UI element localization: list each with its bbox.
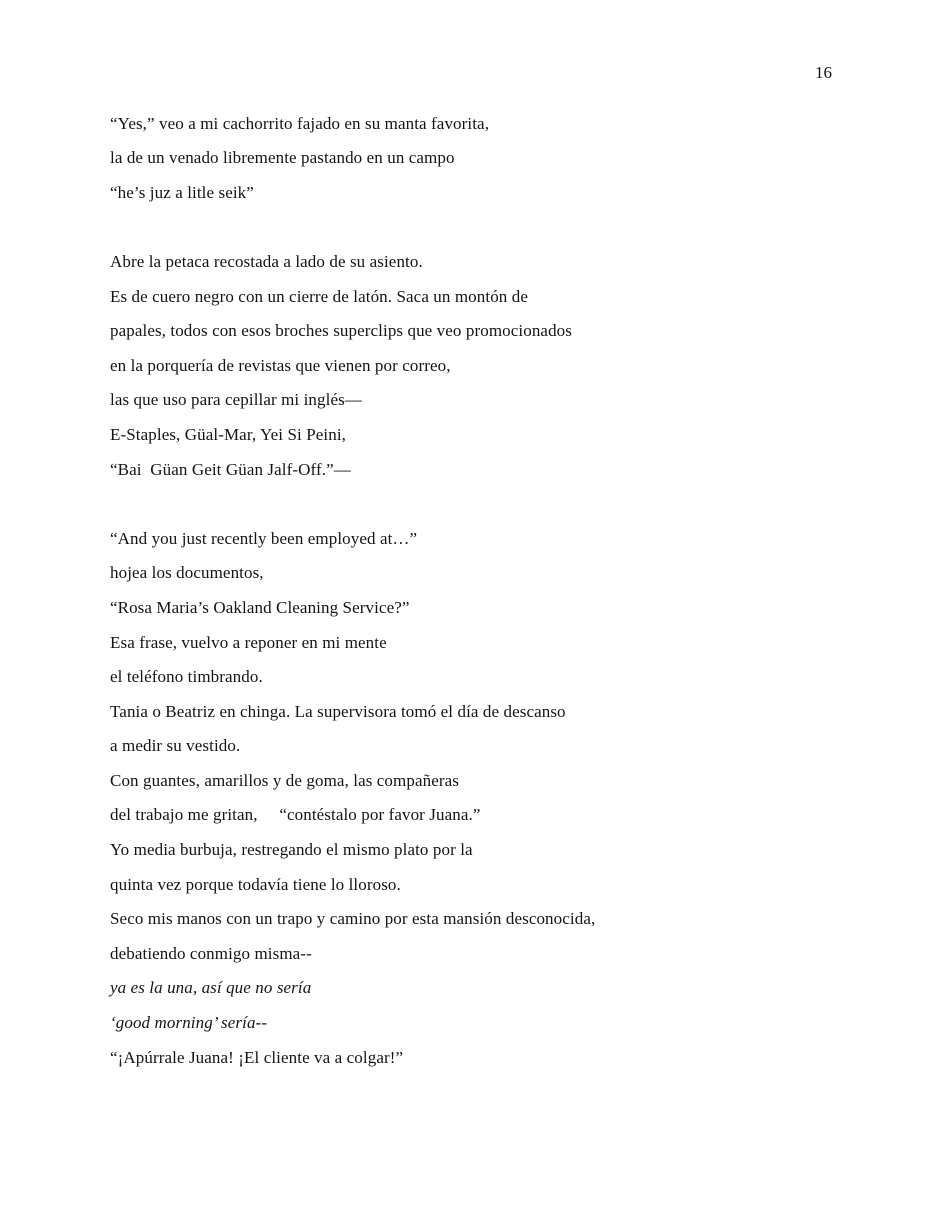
poem-line-italic: ya es la una, así que no sería bbox=[110, 978, 312, 998]
poem-line: del trabajo me gritan, “contéstalo por favor Juana.” bbox=[110, 805, 481, 825]
poem-line: en la porquería de revistas que vienen por correo, bbox=[110, 355, 451, 375]
poem-line: “Yes,” veo a mi cachorrito fajado en su manta favorita, bbox=[110, 113, 490, 133]
poem-line: Esa frase, vuelvo a reponer en mi mente bbox=[110, 632, 387, 652]
poem-line: “¡Apúrrale Juana! ¡El cliente va a colgar!” bbox=[110, 1047, 404, 1067]
page-number: 16 bbox=[815, 63, 832, 82]
poem-line: “he’s juz a litle seik” bbox=[110, 182, 254, 202]
poem-line: hojea los documentos, bbox=[110, 563, 264, 583]
poem-line: Tania o Beatriz en chinga. La supervisora tomó el día de descanso bbox=[110, 701, 566, 721]
poem-line: el teléfono timbrando. bbox=[110, 667, 263, 687]
poem-line: “Rosa Maria’s Oakland Cleaning Service?” bbox=[110, 597, 410, 617]
poem-line: Seco mis manos con un trapo y camino por esta mansión desconocida, bbox=[110, 909, 596, 929]
poem-line: “Bai Güan Geit Güan Jalf-Off.”— bbox=[110, 459, 351, 479]
poem-body bbox=[110, 107, 832, 1076]
poem-line: E-Staples, Güal-Mar, Yei Si Peini, bbox=[110, 424, 346, 444]
poem-line: Es de cuero negro con un cierre de latón. Saca un montón de bbox=[110, 286, 529, 306]
stanza-1 bbox=[110, 107, 832, 211]
page-header bbox=[110, 56, 832, 91]
poem-line: Con guantes, amarillos y de goma, las compañeras bbox=[110, 770, 459, 790]
stanza-2 bbox=[110, 245, 832, 487]
poem-line: Abre la petaca recostada a lado de su asiento. bbox=[110, 251, 423, 271]
poem-line: debatiendo conmigo misma-- bbox=[110, 943, 312, 963]
stanza-3 bbox=[110, 522, 832, 1076]
poem-line: a medir su vestido. bbox=[110, 736, 241, 756]
poem-line: “And you just recently been employed at…” bbox=[110, 528, 418, 548]
poem-line: quinta vez porque todavía tiene lo lloroso. bbox=[110, 874, 401, 894]
poem-line: Yo media burbuja, restregando el mismo plato por la bbox=[110, 840, 473, 860]
poem-line: la de un venado libremente pastando en un campo bbox=[110, 148, 455, 168]
poem-line: papales, todos con esos broches superclips que veo promocionados bbox=[110, 321, 572, 341]
poem-line-italic: ‘good morning’ sería-- bbox=[110, 1013, 268, 1033]
poem-line: las que uso para cepillar mi inglés— bbox=[110, 390, 362, 410]
